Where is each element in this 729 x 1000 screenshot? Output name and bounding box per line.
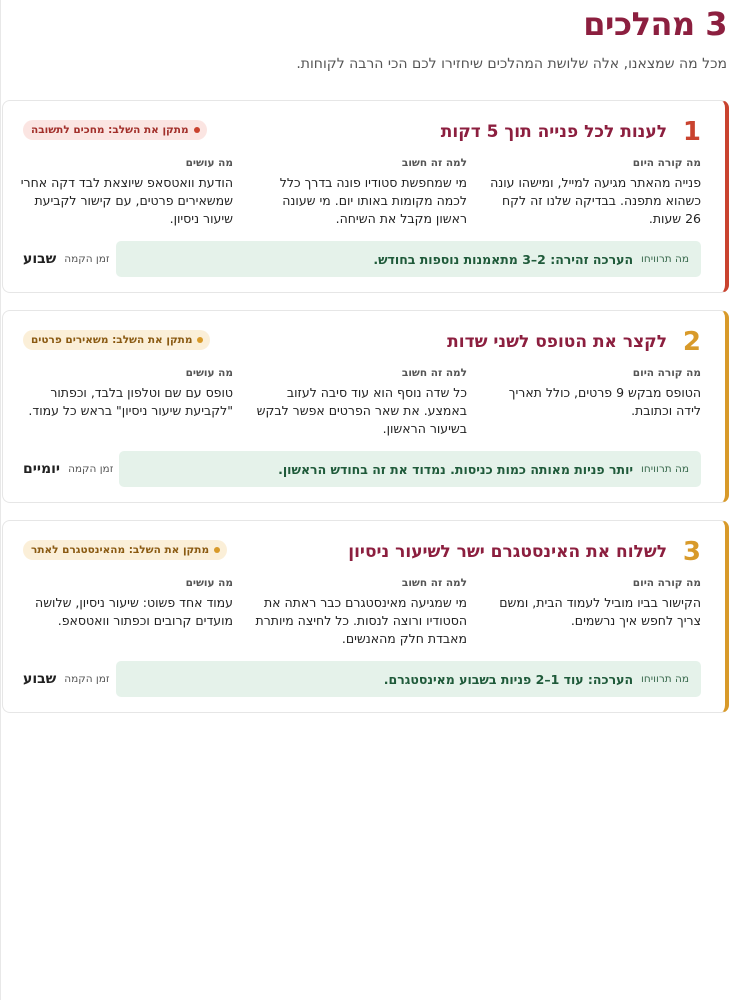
column-text: מי שמחפשת סטודיו פונה בדרך כלל לכמה מקומות באותו יום. מי שעונה ראשון מקבל את השיחה. — [279, 175, 467, 226]
step-title: לשלוח את האינסטגרם ישר לשיעור ניסיון — [348, 542, 667, 562]
column-today — [487, 366, 701, 420]
column-label: מה קורה היום — [632, 367, 701, 379]
step-card-1 — [2, 100, 729, 293]
column-label: מה קורה היום — [632, 157, 701, 169]
step-title: לענות לכל פנייה תוך 5 דקות — [440, 122, 667, 142]
build-time — [23, 671, 110, 687]
step-columns — [23, 366, 701, 446]
gain-text: יותר פניות מאותה כמות כניסות. נמדוד את זה בחודש הראשון. — [278, 461, 634, 477]
column-why — [253, 156, 467, 228]
column-label: מה עושים — [185, 157, 233, 169]
column-label: מה קורה היום — [632, 577, 701, 589]
build-time-value: שבוע — [23, 251, 57, 267]
status-badge: מתקן את השלב: מהאינסטגרם לאתר — [23, 540, 227, 560]
status-badge: מתקן את השלב: מחכים לתשובה — [23, 120, 207, 140]
gain-text: הערכה: עוד 1–2 פניות בשבוע מאינסטגרם. — [383, 671, 634, 687]
gain-box — [116, 241, 701, 277]
step-card-3 — [2, 520, 729, 713]
column-label: מה עושים — [185, 577, 233, 589]
gain-box — [119, 451, 701, 487]
column-label: מה עושים — [185, 367, 233, 379]
step-header — [23, 537, 701, 567]
column-today — [487, 576, 701, 630]
gain-label: מה תרוויחו — [641, 253, 689, 265]
column-text: עמוד אחד פשוט: שיעור ניסיון, שלושה מועדים קרובים וכפתור וואטסאפ. — [35, 595, 233, 628]
column-text: הטופס מבקש 9 פרטים, כולל תאריך לידה וכתובת. — [508, 385, 701, 418]
step-number: 2 — [682, 327, 701, 357]
column-text: טופס עם שם וטלפון בלבד, וכפתור "לקביעת שיעור ניסיון" בראש כל עמוד. — [28, 385, 233, 418]
column-do — [19, 576, 233, 630]
step-header — [23, 117, 701, 147]
build-time-label: זמן הקמה — [64, 253, 110, 265]
column-text: כל שדה נוסף הוא עוד סיבה לעזוב באמצע. את שאר הפרטים אפשר לבקש בשיעור הראשון. — [256, 385, 467, 436]
page-title: 3 מהלכים — [583, 5, 727, 43]
status-badge: מתקן את השלב: משאירים פרטים — [23, 330, 210, 350]
column-label: למה זה חשוב — [401, 367, 467, 379]
build-time-label: זמן הקמה — [68, 463, 114, 475]
build-time-label: זמן הקמה — [64, 673, 110, 685]
column-text: מי שמגיעה מאינסטגרם כבר ראתה את הסטודיו ורוצה לנסות. כל לחיצה מיותרת מאבדת חלק מהאנשים. — [255, 595, 467, 646]
column-text: פנייה מהאתר מגיעה למייל, ומישהו עונה כשהוא מתפנה. בבדיקה שלנו זה לקח 26 שעות. — [490, 175, 701, 226]
build-time-value: יומיים — [23, 461, 61, 477]
column-why — [253, 576, 467, 648]
column-text: הקישור בביו מוביל לעמוד הבית, ומשם צריך לחפש איך נרשמים. — [499, 595, 701, 628]
build-time — [23, 251, 110, 267]
column-text: הודעת וואטסאפ שיוצאת לבד דקה אחרי שמשאירים פרטים, עם קישור לקביעת שיעור ניסיון. — [20, 175, 233, 226]
step-title: לקצר את הטופס לשני שדות — [447, 332, 667, 352]
step-columns — [23, 576, 701, 656]
column-do — [19, 156, 233, 228]
column-today — [487, 156, 701, 228]
step-columns — [20, 156, 701, 236]
step-number: 1 — [682, 117, 701, 147]
gain-label: מה תרוויחו — [641, 463, 689, 475]
build-time-value: שבוע — [23, 671, 57, 687]
gain-box — [116, 661, 701, 697]
column-label: למה זה חשוב — [401, 157, 467, 169]
gain-text: הערכה זהירה: 2–3 מתאמנות נוספות בחודש. — [373, 251, 634, 267]
column-label: למה זה חשוב — [401, 577, 467, 589]
build-time — [23, 461, 113, 477]
page — [1, 0, 729, 74]
step-card-2 — [2, 310, 729, 503]
column-why — [253, 366, 467, 438]
step-header — [23, 327, 701, 357]
column-do — [19, 366, 233, 420]
page-subtitle: מכל מה שמצאנו, אלה שלושת המהלכים שיחזירו לכם הכי הרבה לקוחות. — [296, 56, 727, 72]
gain-label: מה תרוויחו — [641, 673, 689, 685]
step-number: 3 — [682, 537, 701, 567]
